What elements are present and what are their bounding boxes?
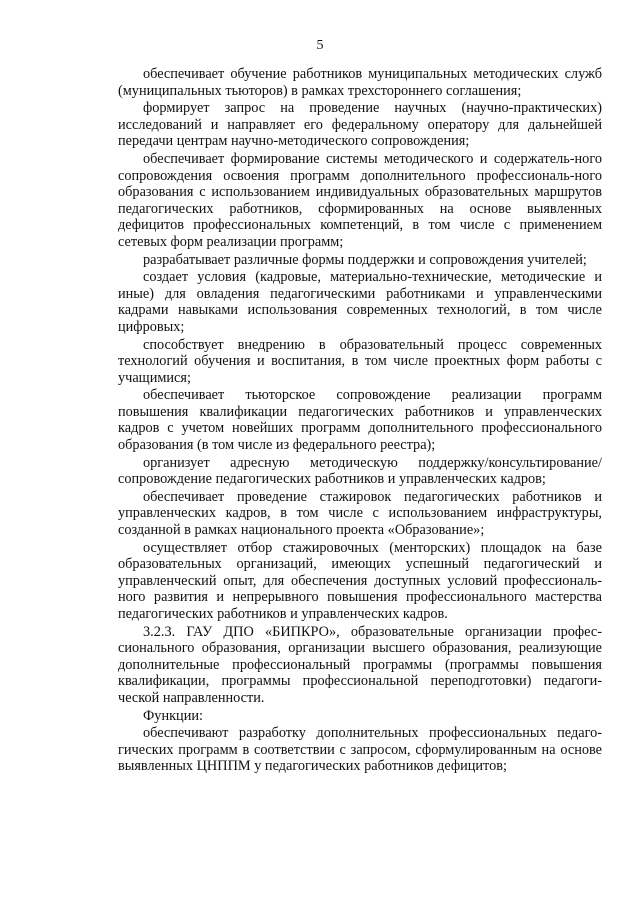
- paragraph: обеспечивает обучение работников муниципальных методических служб (муниципальных тьюторов) в рамках трехстороннего соглашения;: [118, 66, 602, 99]
- paragraph: разрабатывает различные формы поддержки и сопровождения учителей;: [143, 251, 587, 268]
- paragraph: осуществляет отбор стажировочных (менторских) площадок на базе образовательных организаций, имеющих успешный педагогический и управленческий опыт, для обеспечения доступных условий профессиональ-ного развития и непрерывного повышения профессионального мастерства педагогических работников и управленческих кадров.: [118, 539, 602, 622]
- paragraph: формирует запрос на проведение научных (научно-практических) исследований и направляет его федеральному оператору для дальнейшей передачи центрам научно-методического сопровождения;: [118, 100, 602, 150]
- page-number: 5: [316, 38, 324, 53]
- paragraph: обеспечивает проведение стажировок педагогических работников и управленческих кадров, в том числе с использованием инфраструктуры, созданной в рамках национального проекта «Образование»;: [118, 488, 602, 539]
- paragraph: создает условия (кадровые, материально-технические, методические и иные) для овладения педагогическими работниками и управленческими кадрами навыками использования современных технологий, в том числе цифровых;: [118, 269, 602, 335]
- document-body: [118, 66, 602, 776]
- section-heading-paragraph: 3.2.3. ГАУ ДПО «БИПКРО», образовательные организации профес-сионального образования, организации высшего образования, реализующие дополнительные профессиональный программы (программы повышения квалификации, программы профессиональной переподготовки) педагоги-ческой направленности.: [118, 623, 602, 706]
- paragraph: обеспечивает формирование системы методического и содержатель-ного сопровождения освоения программ дополнительного профессиональ-ного образования с использованием индивидуальных образовательных маршрутов педагогических работников, сформированных на основе выявленных дефицитов профессиональных компетенций, в том числе с применением сетевых форм реализации программ;: [118, 150, 602, 250]
- paragraph: обеспечивает тьюторское сопровождение реализации программ повышения квалификации педагогических работников и управленческих кадров с учетом новейших программ дополнительного профессионального образования (в том числе из федерального реестра);: [118, 387, 602, 454]
- paragraph: организует адресную методическую поддержку/консультирование/ сопровождение педагогических работников и управленческих кадров;: [118, 454, 602, 488]
- paragraph: обеспечивают разработку дополнительных профессиональных педаго-гических программ в соответствии с запросом, сформулированным на основе выявленных ЦНППМ у педагогических работников дефицитов;: [118, 725, 602, 775]
- functions-label: Функции:: [143, 707, 203, 724]
- paragraph: способствует внедрению в образовательный процесс современных технологий обучения и воспитания, в том числе проектных форм работы с учащимися;: [118, 336, 602, 386]
